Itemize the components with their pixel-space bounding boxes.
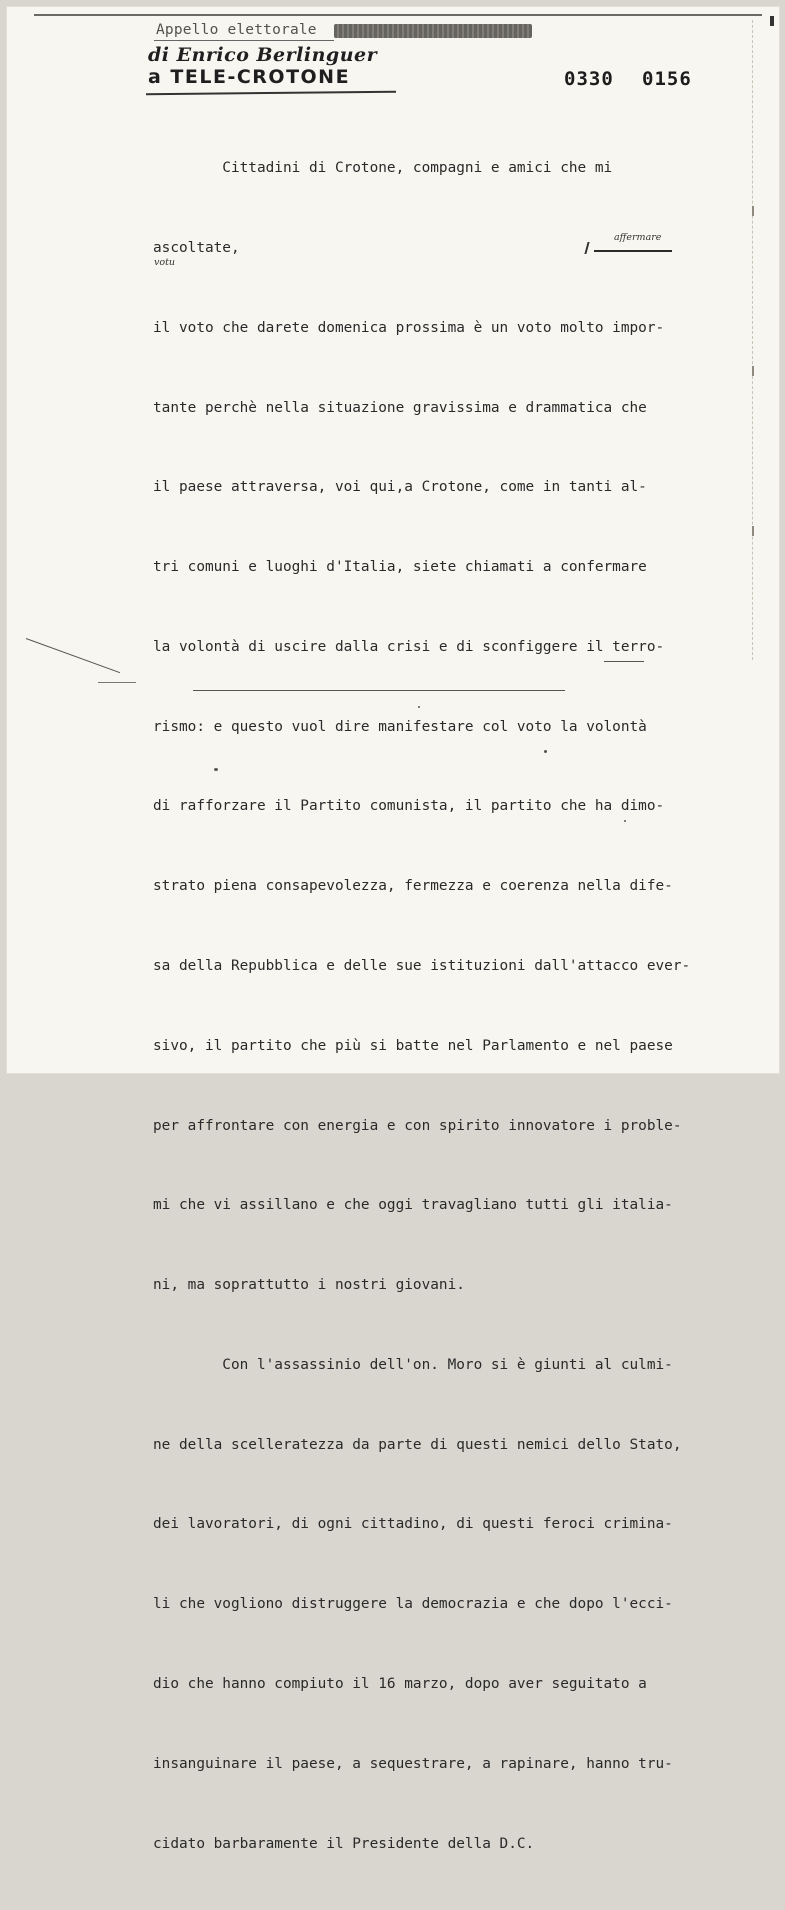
heading-underline [154,40,334,41]
text-line: il paese attraversa, voi qui,a Crotone, come in tanti al- [153,479,647,496]
paper-speck [418,706,420,708]
speech-body [153,102,753,1910]
margin-pen-stroke [98,682,136,683]
text-line: sa della Repubblica e delle sue istituzioni dall'attacco ever- [153,958,691,974]
text-underline [193,690,565,691]
handwritten-author: di Enrico Berlinguer [148,44,378,66]
archive-number-left: 0330 [564,68,614,90]
strikethrough-mark [594,250,672,252]
text-line: rismo: e questo vuol dire manifestare col voto la volontà [153,718,647,735]
text-line: tri comuni e luoghi d'Italia, siete chiamati a confermare [153,559,647,576]
text-line: per affrontare con energia e con spirito innovatore i proble- [153,1117,682,1134]
text-line: mi che vi assillano e che oggi travagliano tutti gli italia- [153,1197,673,1214]
text-line: tante perchè nella situazione gravissima e drammatica che [153,399,647,416]
text-line: insanguinare il paese, a sequestrare, a rapinare, hanno tru- [153,1755,673,1772]
handwritten-correction: affermare [614,232,662,243]
typed-heading: Appello elettorale [156,22,317,38]
text-line: Cittadini di Crotone, compagni e amici che mi [153,160,613,177]
archive-number-right: 0156 [642,68,692,90]
redacted-bar [334,24,532,38]
handwritten-station: a TELE-CROTONE [148,66,351,88]
paper-speck [544,750,547,753]
text-line: ni, ma soprattutto i nostri giovani. [153,1277,465,1294]
text-line: ascoltate, [153,239,240,256]
margin-pen-stroke [26,638,120,673]
text-line: li che vogliono distruggere la democrazia e che dopo l'ecci- [153,1596,673,1613]
text-line: il voto che darete domenica prossima è un voto molto impor- [153,319,665,336]
handwritten-insertion: votu [154,257,176,268]
text-line: sivo, il partito che più si batte nel Parlamento e nel paese [153,1037,673,1054]
handwritten-underline [146,91,396,96]
paper-speck [214,768,218,771]
text-line: cidato barbaramente il Presidente della D.C. [153,1835,535,1852]
top-edge-rule [34,14,762,16]
text-line: dei lavoratori, di ogni cittadino, di questi feroci crimina- [153,1516,673,1533]
text-line: la volontà di uscire dalla crisi e di sconfiggere il terro- [153,638,665,655]
paper-speck [624,820,626,822]
document-page [6,6,780,1852]
text-line: strato piena consapevolezza, fermezza e coerenza nella dife- [153,878,673,895]
text-underline [604,661,644,662]
text-line: Con l'assassinio dell'on. Moro si è giunti al culmi- [153,1356,673,1373]
text-line: ne della scelleratezza da parte di questi nemici dello Stato, [153,1436,682,1453]
corner-mark [770,16,774,26]
text-line: dio che hanno compiuto il 16 marzo, dopo aver seguitato a [153,1676,647,1693]
text-line: di rafforzare il Partito comunista, il partito che ha dimo- [153,798,665,815]
